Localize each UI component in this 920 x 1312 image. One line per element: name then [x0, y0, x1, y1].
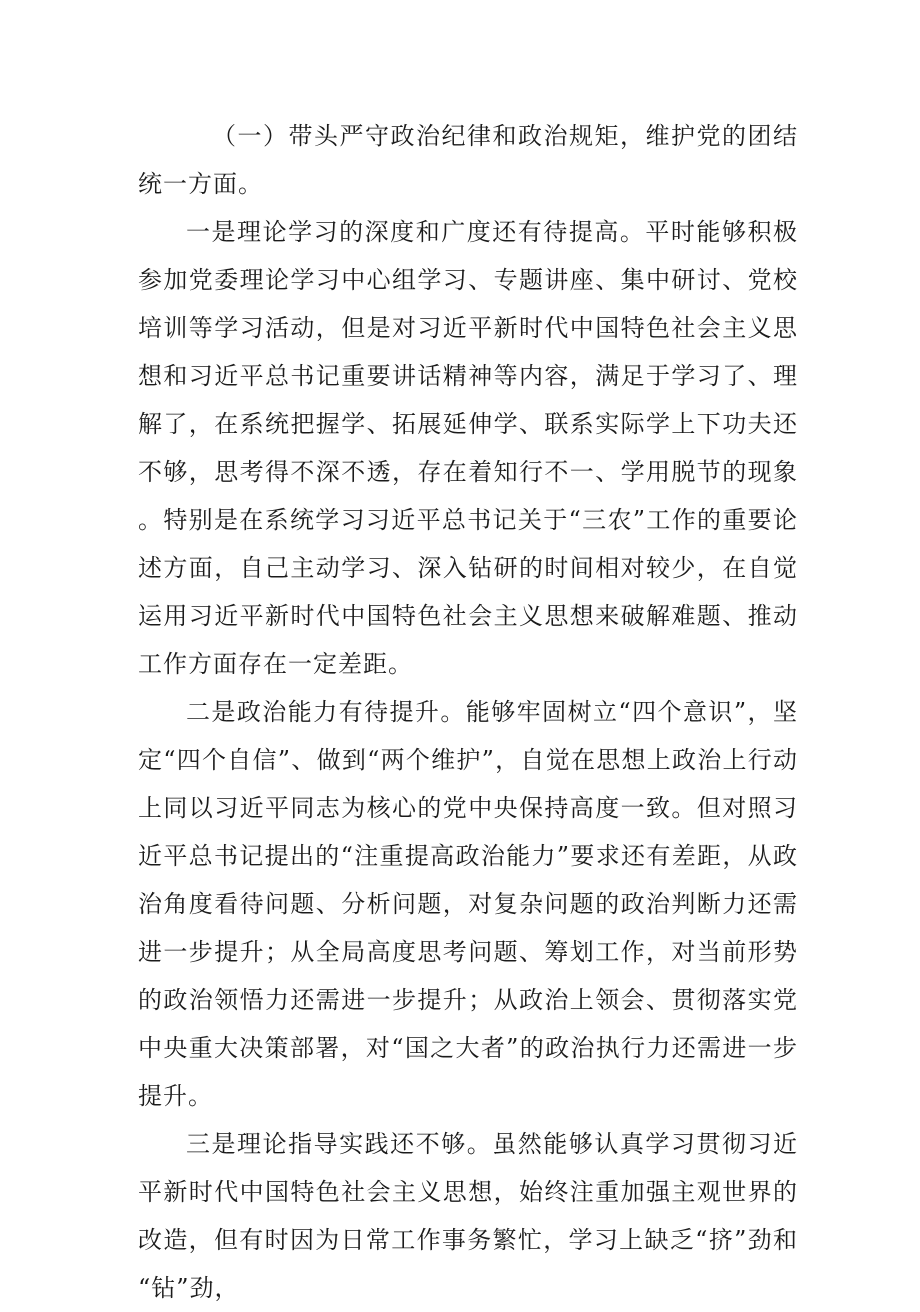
paragraph-2: 二是政治能力有待提升。能够牢固树立“四个意识”，坚定“四个自信”、做到“两个维护”，自觉在思想上政治上行动上同以习近平同志为核心的党中央保持高度一致。但对照习近平总书记提出的“注重提高政治能力”要求还有差距，从政治角度看待问题、分析问题，对复杂问题的政治判断力还需进一步提升；从全局高度思考问题、筹划工作，对当前形势的政治领悟力还需进一步提升；从政治上领会、贯彻落实党中央重大决策部署，对“国之大者”的政治执行力还需进一步提升。	[138, 698, 798, 1110]
paragraph-1: 一是理论学习的深度和广度还有待提高。平时能够积极参加党委理论学习中心组学习、专题讲座、集中研讨、党校培训等学习活动，但是对习近平新时代中国特色社会主义思想和习近平总书记重要讲话精神等内容，满足于学习了、理解了，在系统把握学、拓展延伸学、联系实际学上下功夫还不够，思考得不深不透，存在着知行不一、学用脱节的现象。特别是在系统学习习近平总书记关于“三农”工作的重要论述方面，自己主动学习、深入钻研的时间相对较少，在自觉运用习近平新时代中国特色社会主义思想来破解难题、推动工作方面存在一定差距。	[138, 218, 798, 678]
section-heading: （一）带头严守政治纪律和政治规矩，维护党的团结统一方面。	[138, 122, 798, 198]
document-body	[138, 112, 798, 1312]
paragraph-3: 三是理论指导实践还不够。虽然能够认真学习贯彻习近平新时代中国特色社会主义思想，始终注重加强主观世界的改造，但有时因为日常工作事务繁忙，学习上缺乏“挤”劲和“钻”劲，	[138, 1130, 798, 1302]
